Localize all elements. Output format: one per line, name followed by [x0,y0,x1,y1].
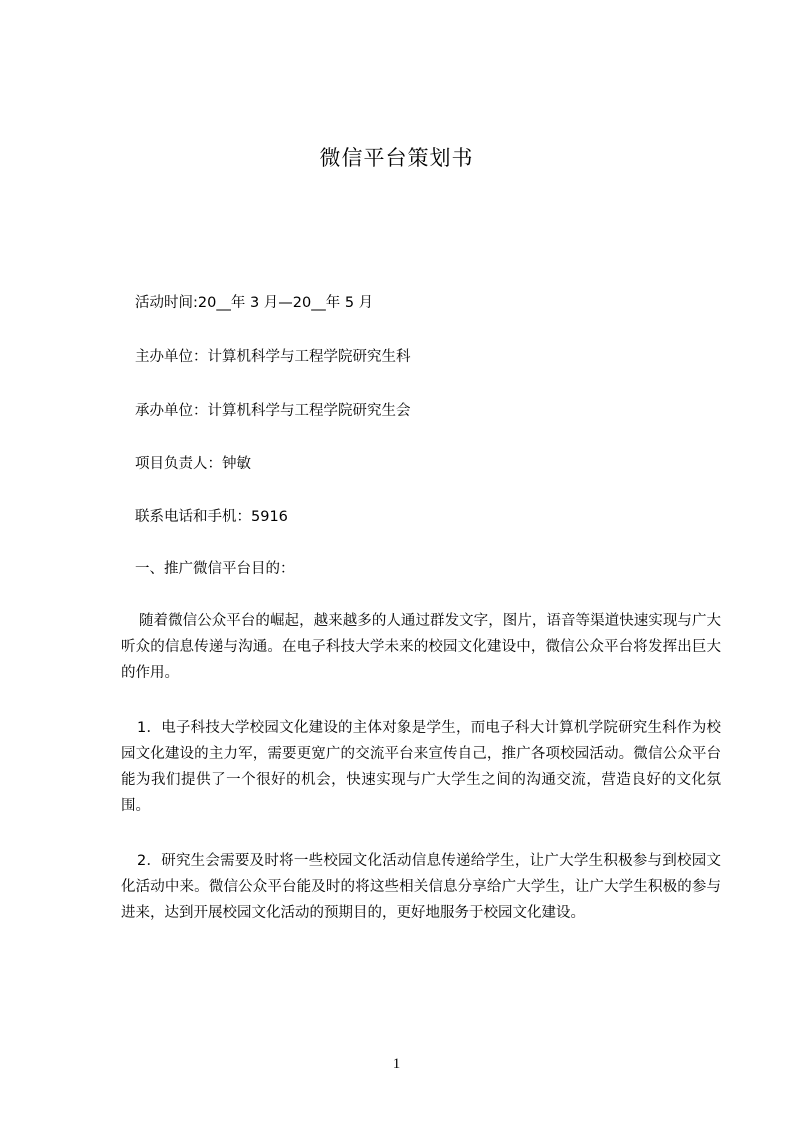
paragraph-point-1: 1．电子科技大学校园文化建设的主体对象是学生，而电子科大计算机学院研究生科作为校园文化建设的主力军，需要更宽广的交流平台来宣传自己，推广各项校园活动。微信公众平台能为我们提供了一个很好的机会，快速实现与广大学生之间的沟通交流，营造良好的文化氛围。 [121,720,721,814]
project-leader: 项目负责人：钟敏 [135,456,251,472]
paragraph-point-2: 2．研究生会需要及时将一些校园文化活动信息传递给学生，让广大学生积极参与到校园文化活动中来。微信公众平台能及时的将这些相关信息分享给广大学生，让广大学生积极的参与进来，达到开展校园文化活动的预期目的，更好地服务于校园文化建设。 [121,853,721,921]
document-title: 微信平台策划书 [319,146,474,170]
host-unit: 主办单位：计算机科学与工程学院研究生科 [135,349,411,365]
organizer-unit: 承办单位：计算机科学与工程学院研究生会 [135,403,411,419]
section-heading: 一、推广微信平台目的： [135,561,295,577]
activity-time: 活动时间:20__年 3 月—20__年 5 月 [135,295,374,311]
paragraph-intro: 随着微信公众平台的崛起，越来越多的人通过群发文字，图片，语音等渠道快速实现与广大听众的信息传递与沟通。在电子科技大学未来的校园文化建设中，微信公众平台将发挥出巨大的作用。 [121,613,721,681]
contact-phone: 联系电话和手机：5916 [135,509,288,525]
page-number: 1 [392,1056,401,1072]
